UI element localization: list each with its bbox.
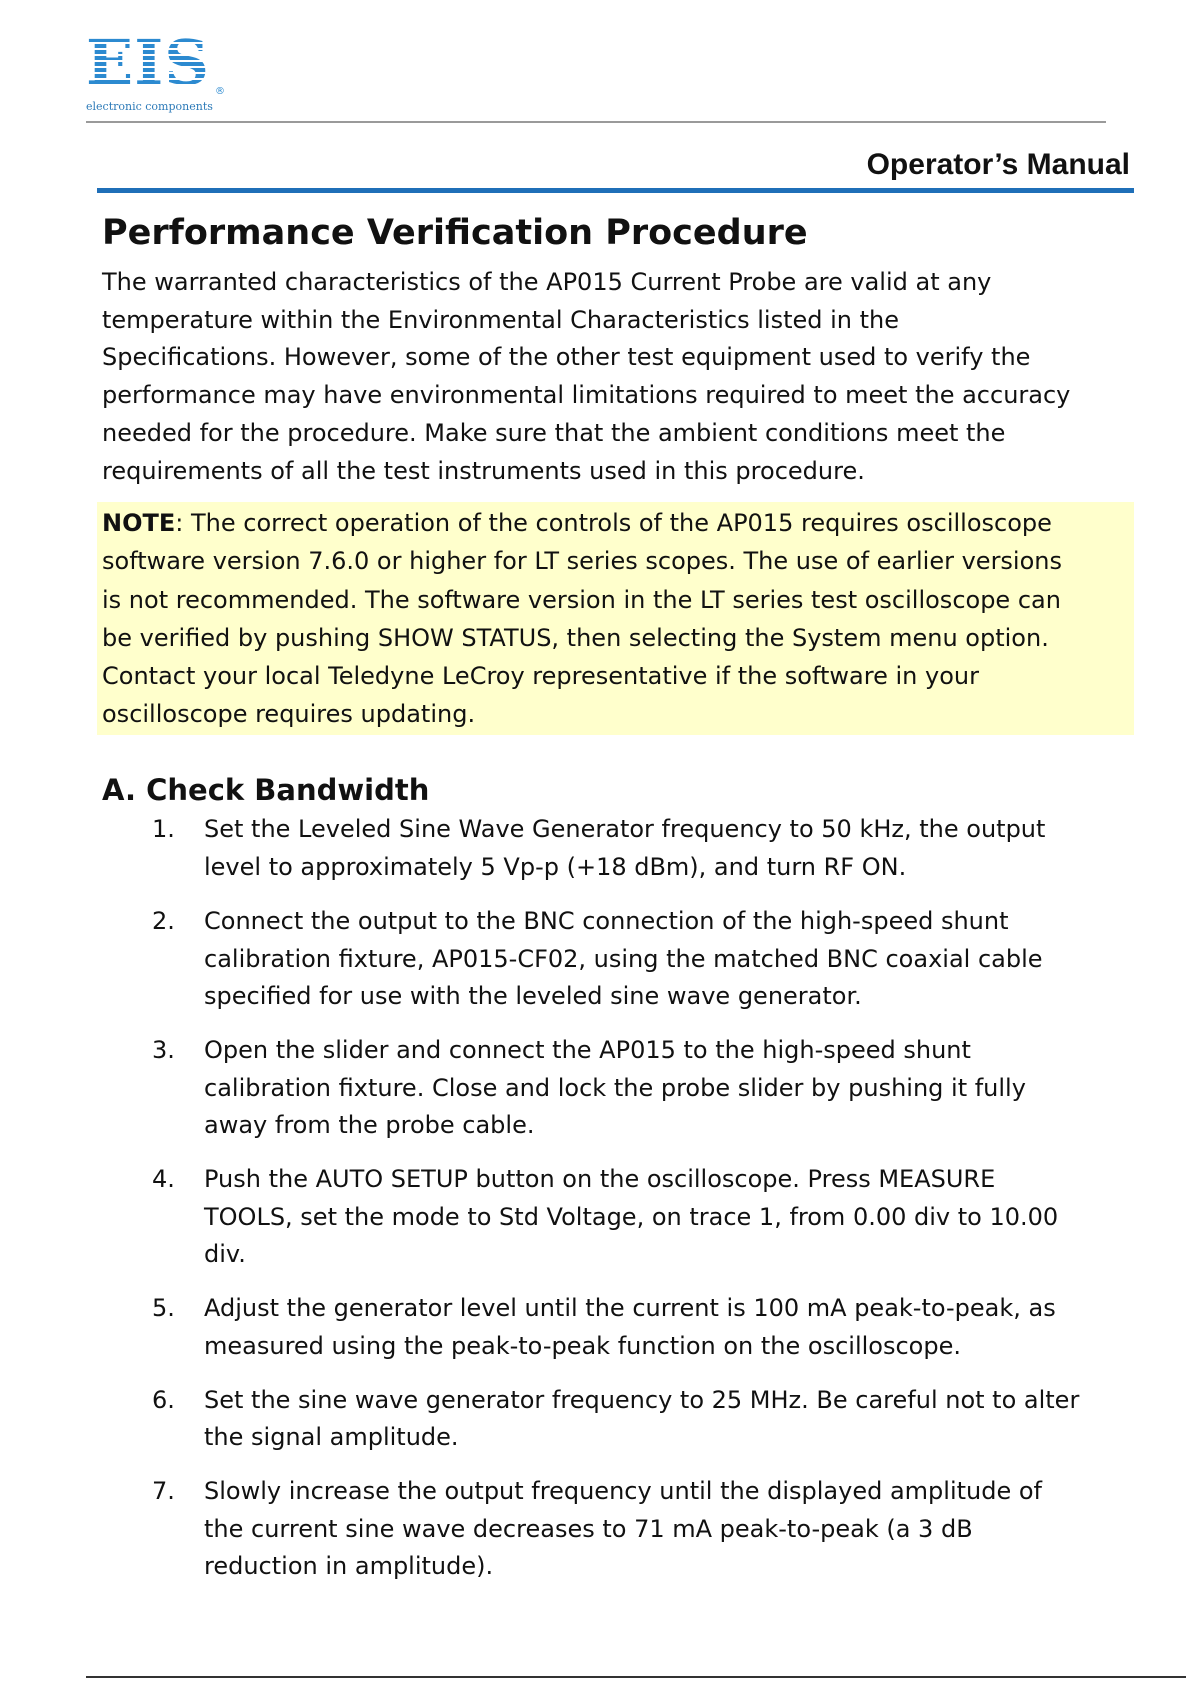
intro-line: temperature within the Environmental Characteristics listed in the (102, 305, 900, 334)
registered-mark: ® (215, 86, 225, 97)
intro-line: performance may have environmental limitations required to meet the accuracy (102, 381, 1071, 410)
procedure-step (102, 1473, 1132, 1586)
step-number: 1. (152, 815, 175, 844)
step-line: Set the sine wave generator frequency to 25 MHz. Be careful not to alter (204, 1385, 1080, 1414)
procedure-step (102, 1382, 1132, 1457)
step-line: calibration fixture, AP015-CF02, using the matched BNC coaxial cable (204, 944, 1043, 973)
note-line: software version 7.6.0 or higher for LT series scopes. The use of earlier versions (102, 547, 1062, 576)
section-title: Performance Verification Procedure (102, 213, 808, 253)
note-line: is not recommended. The software version in the LT series test oscilloscope can (102, 585, 1061, 614)
step-number: 7. (152, 1476, 175, 1505)
manual-title: Operator’s Manual (866, 148, 1130, 181)
step-line: away from the probe cable. (204, 1111, 535, 1140)
step-line: Set the Leveled Sine Wave Generator frequency to 50 kHz, the output (204, 815, 1046, 844)
step-line: Adjust the generator level until the current is 100 mA peak-to-peak, as (204, 1294, 1056, 1323)
note-line (102, 504, 1129, 542)
note-label: NOTE (102, 509, 176, 538)
procedure-steps (102, 811, 1132, 1586)
procedure-step (102, 1032, 1132, 1145)
step-number: 4. (152, 1165, 175, 1194)
procedure-step (102, 1161, 1132, 1274)
step-line: measured using the peak-to-peak function on the oscilloscope. (204, 1331, 961, 1360)
step-line: Open the slider and connect the AP015 to the high-speed shunt (204, 1035, 971, 1064)
note-line: Contact your local Teledyne LeCroy representative if the software in your (102, 662, 979, 691)
page-content (102, 210, 1132, 1602)
step-line: calibration fixture. Close and lock the probe slider by pushing it fully (204, 1073, 1026, 1102)
step-line: TOOLS, set the mode to Std Voltage, on trace 1, from 0.00 div to 10.00 (204, 1202, 1059, 1231)
step-number: 6. (152, 1385, 175, 1414)
step-line: the current sine wave decreases to 71 mA peak-to-peak (a 3 dB (204, 1514, 973, 1543)
step-line: reduction in amplitude). (204, 1552, 494, 1581)
intro-line: needed for the procedure. Make sure that the ambient conditions meet the (102, 418, 1006, 447)
step-number: 3. (152, 1035, 175, 1064)
step-line: level to approximately 5 Vp-p (+18 dBm), and turn RF ON. (204, 853, 907, 882)
note-box (97, 502, 1134, 735)
step-line: specified for use with the leveled sine wave generator. (204, 982, 862, 1011)
intro-paragraph (102, 264, 1132, 490)
intro-line: The warranted characteristics of the AP015 Current Probe are valid at any (102, 268, 992, 296)
subsection-title: A. Check Bandwidth (102, 773, 430, 808)
step-line: div. (204, 1240, 246, 1269)
title-underline (97, 188, 1134, 193)
step-line: the signal amplitude. (204, 1423, 459, 1452)
note-line: oscilloscope requires updating. (102, 700, 476, 729)
procedure-step (102, 811, 1132, 886)
logo-subtitle: electronic components (86, 100, 213, 113)
step-line: Connect the output to the BNC connection of the high-speed shunt (204, 906, 1009, 935)
step-number: 5. (152, 1294, 175, 1323)
step-line: Slowly increase the output frequency until the displayed amplitude of (204, 1476, 1043, 1505)
footer-divider (86, 1676, 1186, 1678)
step-line: Push the AUTO SETUP button on the oscilloscope. Press MEASURE (204, 1165, 996, 1194)
note-line: be verified by pushing SHOW STATUS, then selecting the System menu option. (102, 623, 1049, 652)
note-text: : The correct operation of the controls of the AP015 requires oscilloscope (175, 509, 1052, 538)
intro-line: requirements of all the test instruments used in this procedure. (102, 456, 865, 485)
header-divider (86, 121, 1106, 123)
intro-line: Specifications. However, some of the other test equipment used to verify the (102, 343, 1031, 372)
procedure-step (102, 903, 1132, 1016)
step-number: 2. (152, 906, 175, 935)
procedure-step (102, 1290, 1132, 1365)
logo-word: EIS (86, 32, 236, 94)
